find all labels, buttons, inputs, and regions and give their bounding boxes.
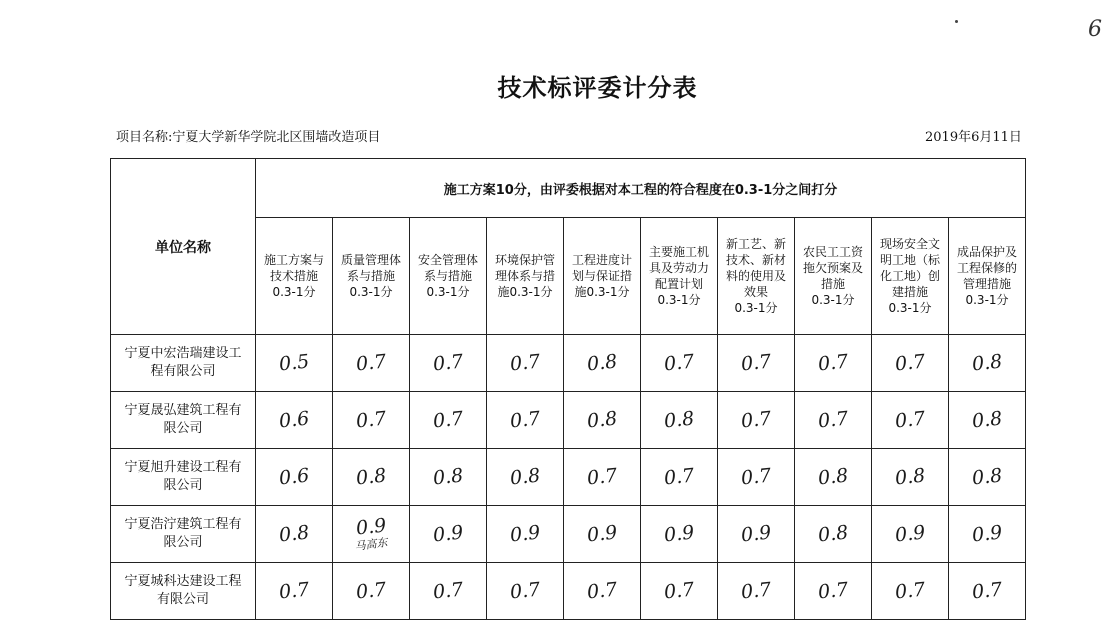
handwritten-score: 0.7 <box>739 464 773 490</box>
handwritten-score: 0.8 <box>816 464 850 490</box>
handwritten-score: 0.8 <box>431 464 465 490</box>
handwritten-score: 0.7 <box>662 464 696 490</box>
handwritten-score: 0.8 <box>277 521 311 547</box>
handwritten-score: 0.7 <box>970 578 1004 604</box>
score-cell <box>641 449 718 506</box>
score-cell <box>487 335 564 392</box>
score-cell <box>795 335 872 392</box>
score-cell <box>949 563 1026 620</box>
score-cell <box>256 506 333 563</box>
handwritten-score: 0.9 <box>431 521 465 547</box>
score-cell <box>256 392 333 449</box>
score-cell <box>410 449 487 506</box>
project-name: 项目名称:宁夏大学新华学院北区围墙改造项目 <box>116 130 381 145</box>
score-cell <box>564 506 641 563</box>
score-cell <box>256 335 333 392</box>
score-cell <box>718 449 795 506</box>
handwritten-score: 0.7 <box>354 578 388 604</box>
score-cell <box>564 449 641 506</box>
handwritten-score: 0.7 <box>354 407 388 433</box>
criterion-header: 施工方案与 技术措施 0.3-1分 <box>256 218 333 335</box>
handwritten-score: 0.7 <box>739 407 773 433</box>
company-name: 宁夏中宏浩瑞建设工 程有限公司 <box>111 335 256 392</box>
handwritten-score: 0.8 <box>662 407 696 433</box>
handwritten-score: 0.8 <box>816 521 850 547</box>
score-cell <box>872 449 949 506</box>
score-cell <box>487 563 564 620</box>
handwritten-score: 0.8 <box>970 407 1004 433</box>
handwritten-score: 0.8 <box>970 350 1004 376</box>
criterion-header: 主要施工机 具及劳动力 配置计划 0.3-1分 <box>641 218 718 335</box>
document-date: 2019年6月11日 <box>925 130 1022 145</box>
criterion-header: 成品保护及 工程保修的 管理措施 0.3-1分 <box>949 218 1026 335</box>
score-cell <box>949 335 1026 392</box>
criterion-header: 工程进度计 划与保证措 施0.3-1分 <box>564 218 641 335</box>
handwritten-score: 0.7 <box>585 464 619 490</box>
score-cell <box>718 335 795 392</box>
handwritten-score: 0.7 <box>739 350 773 376</box>
handwritten-score: 0.7 <box>508 578 542 604</box>
score-cell <box>333 392 410 449</box>
document-title: 技术标评委计分表 <box>497 74 698 102</box>
score-cell <box>872 392 949 449</box>
handwritten-score: 0.5 <box>277 350 311 376</box>
score-cell <box>487 506 564 563</box>
criterion-header: 农民工工资 拖欠预案及 措施 0.3-1分 <box>795 218 872 335</box>
score-cell <box>564 335 641 392</box>
company-name: 宁夏城科达建设工程 有限公司 <box>111 563 256 620</box>
handwritten-score: 0.7 <box>893 350 927 376</box>
score-body <box>111 335 1026 620</box>
handwritten-score: 0.9 <box>739 521 773 547</box>
score-cell <box>718 506 795 563</box>
score-sheet <box>110 158 1022 620</box>
score-cell <box>333 335 410 392</box>
handwritten-score: 0.8 <box>354 464 388 490</box>
handwritten-score: 0.7 <box>508 350 542 376</box>
score-cell <box>949 392 1026 449</box>
score-cell <box>641 506 718 563</box>
score-cell <box>949 506 1026 563</box>
handwritten-score: 0.7 <box>893 407 927 433</box>
score-cell <box>256 563 333 620</box>
score-cell <box>410 563 487 620</box>
company-name: 宁夏旭升建设工程有 限公司 <box>111 449 256 506</box>
score-cell <box>641 563 718 620</box>
company-name: 宁夏浩泞建筑工程有 限公司 <box>111 506 256 563</box>
handwritten-score: 0.6 <box>277 464 311 490</box>
handwritten-score: 0.9 <box>508 521 542 547</box>
handwritten-score: 0.8 <box>585 350 619 376</box>
score-cell <box>487 392 564 449</box>
handwritten-score: 0.7 <box>816 350 850 376</box>
score-cell <box>872 506 949 563</box>
score-cell <box>949 449 1026 506</box>
score-table <box>110 158 1026 620</box>
score-cell <box>410 392 487 449</box>
handwritten-score: 0.7 <box>508 407 542 433</box>
score-cell <box>333 506 410 563</box>
handwritten-score: 0.7 <box>354 350 388 376</box>
criterion-header: 环境保护管 理体系与措 施0.3-1分 <box>487 218 564 335</box>
criterion-header: 现场安全文 明工地（标 化工地）创 建措施 0.3-1分 <box>872 218 949 335</box>
handwritten-score: 0.9 <box>893 521 927 547</box>
handwritten-score: 0.6 <box>277 407 311 433</box>
handwritten-score: 0.7 <box>816 407 850 433</box>
score-cell <box>333 449 410 506</box>
score-cell <box>641 392 718 449</box>
handwritten-score: 0.9 <box>970 521 1004 547</box>
handwritten-score: 0.7 <box>816 578 850 604</box>
table-row <box>111 563 1026 620</box>
score-cell <box>718 563 795 620</box>
score-cell <box>564 563 641 620</box>
score-cell <box>256 449 333 506</box>
handwritten-score: 0.7 <box>277 578 311 604</box>
handwritten-score: 0.9 <box>585 521 619 547</box>
handwritten-score: 0.9 <box>662 521 696 547</box>
criterion-header: 新工艺、新 技术、新材 料的使用及 效果 0.3-1分 <box>718 218 795 335</box>
handwritten-score: 0.7 <box>431 407 465 433</box>
handwritten-signature: 马高东 <box>353 535 389 554</box>
score-cell <box>564 392 641 449</box>
score-cell <box>872 335 949 392</box>
table-row <box>111 392 1026 449</box>
score-cell <box>333 563 410 620</box>
score-cell <box>795 506 872 563</box>
unit-name-header: 单位名称 <box>111 159 256 335</box>
handwritten-score: 0.8 <box>508 464 542 490</box>
score-cell <box>641 335 718 392</box>
handwritten-score: 0.7 <box>739 578 773 604</box>
criterion-header: 质量管理体 系与措施 0.3-1分 <box>333 218 410 335</box>
handwritten-score: 0.8 <box>585 407 619 433</box>
handwritten-score: 0.9 <box>354 514 388 540</box>
handwritten-score: 0.7 <box>431 350 465 376</box>
table-row <box>111 335 1026 392</box>
table-row <box>111 449 1026 506</box>
page-number-mark: 6 <box>1088 17 1102 42</box>
handwritten-score: 0.8 <box>970 464 1004 490</box>
score-cell <box>718 392 795 449</box>
score-cell <box>795 449 872 506</box>
criterion-header: 安全管理体 系与措施 0.3-1分 <box>410 218 487 335</box>
handwritten-score: 0.7 <box>585 578 619 604</box>
score-cell <box>795 392 872 449</box>
table-row <box>111 506 1026 563</box>
handwritten-score: 0.7 <box>893 578 927 604</box>
scheme-group-header: 施工方案10分，由评委根据对本工程的符合程度在0.3-1分之间打分 <box>256 159 1026 218</box>
handwritten-score: 0.7 <box>662 350 696 376</box>
handwritten-score: 0.7 <box>662 578 696 604</box>
score-cell <box>487 449 564 506</box>
score-cell <box>410 335 487 392</box>
score-cell <box>410 506 487 563</box>
scan-speck <box>955 20 958 23</box>
handwritten-score: 0.7 <box>431 578 465 604</box>
score-cell <box>795 563 872 620</box>
company-name: 宁夏晟弘建筑工程有 限公司 <box>111 392 256 449</box>
score-cell <box>872 563 949 620</box>
handwritten-score: 0.8 <box>893 464 927 490</box>
